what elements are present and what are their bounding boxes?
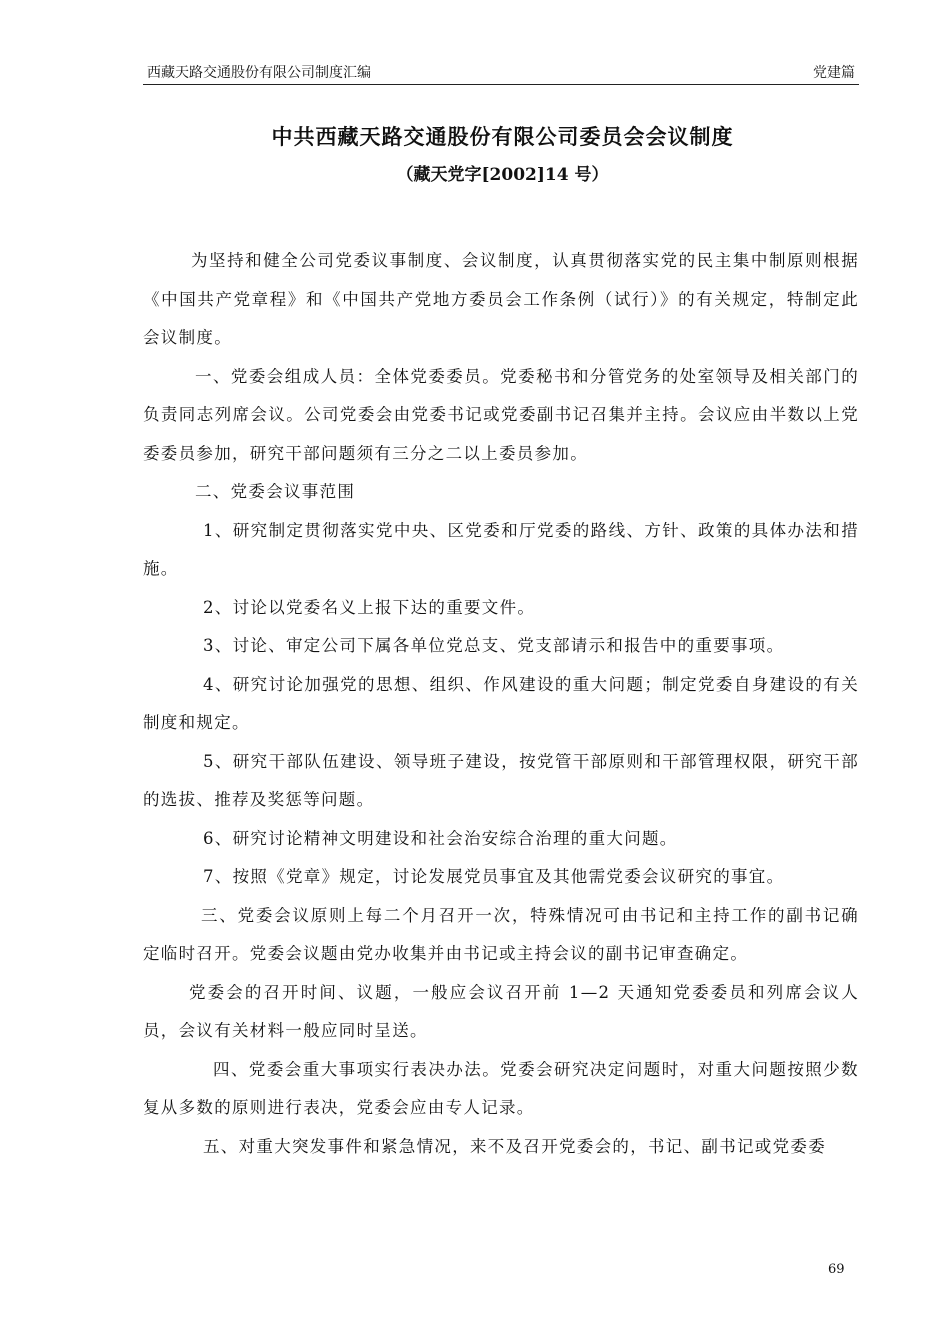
document-number: （藏天党字[2002]14 号） — [396, 165, 609, 185]
paragraph: 三、党委会议原则上每二个月召开一次，特殊情况可由书记和主持工作的副书记确定临时召开。党委会议题由党办收集并由书记或主持会议的副书记审查确定。 — [143, 905, 859, 963]
paragraph: 5、研究干部队伍建设、领导班子建设，按党管干部原则和干部管理权限，研究干部的选拔、推荐及奖惩等问题。 — [143, 751, 859, 809]
paragraph: 7、按照《党章》规定，讨论发展党员事宜及其他需党委会议研究的事宜。 — [203, 867, 785, 886]
paragraph: 1、研究制定贯彻落实党中央、区党委和厅党委的路线、方针、政策的具体办法和措施。 — [143, 520, 859, 578]
paragraph: 一、党委会组成人员：全体党委委员。党委秘书和分管党务的处室领导及相关部门的负责同志列席会议。公司党委会由党委书记或党委副书记召集并主持。会议应由半数以上党委委员参加，研究干部问题须有三分之二以上委员参加。 — [143, 366, 859, 463]
paragraph: 二、党委会议事范围 — [195, 482, 356, 501]
document-title: 中共西藏天路交通股份有限公司委员会会议制度 — [271, 124, 734, 149]
document-body — [143, 242, 859, 1166]
header-left-text: 西藏天路交通股份有限公司制度汇编 — [147, 65, 371, 81]
page-number: 69 — [828, 1262, 845, 1277]
paragraph: 为坚持和健全公司党委议事制度、会议制度，认真贯彻落实党的民主集中制原则根据《中国共产党章程》和《中国共产党地方委员会工作条例（试行）》的有关规定，特制定此会议制度。 — [143, 251, 859, 347]
paragraph: 2、讨论以党委名义上报下达的重要文件。 — [203, 597, 536, 617]
paragraph: 3、讨论、审定公司下属各单位党总支、党支部请示和报告中的重要事项。 — [203, 636, 785, 655]
header-divider — [143, 84, 859, 85]
paragraph: 五、对重大突发事件和紧急情况，来不及召开党委会的，书记、副书记或党委委 — [203, 1136, 826, 1156]
paragraph: 4、研究讨论加强党的思想、组织、作风建设的重大问题；制定党委自身建设的有关制度和规定。 — [143, 674, 859, 732]
paragraph: 党委会的召开时间、议题，一般应会议召开前 1—2 天通知党委委员和列席会议人员，会议有关材料一般应同时呈送。 — [143, 982, 859, 1040]
paragraph: 四、党委会重大事项实行表决办法。党委会研究决定问题时，对重大问题按照少数复从多数的原则进行表决，党委会应由专人记录。 — [143, 1059, 859, 1117]
paragraph: 6、研究讨论精神文明建设和社会治安综合治理的重大问题。 — [203, 828, 678, 848]
header-right-text: 党建篇 — [813, 65, 855, 81]
